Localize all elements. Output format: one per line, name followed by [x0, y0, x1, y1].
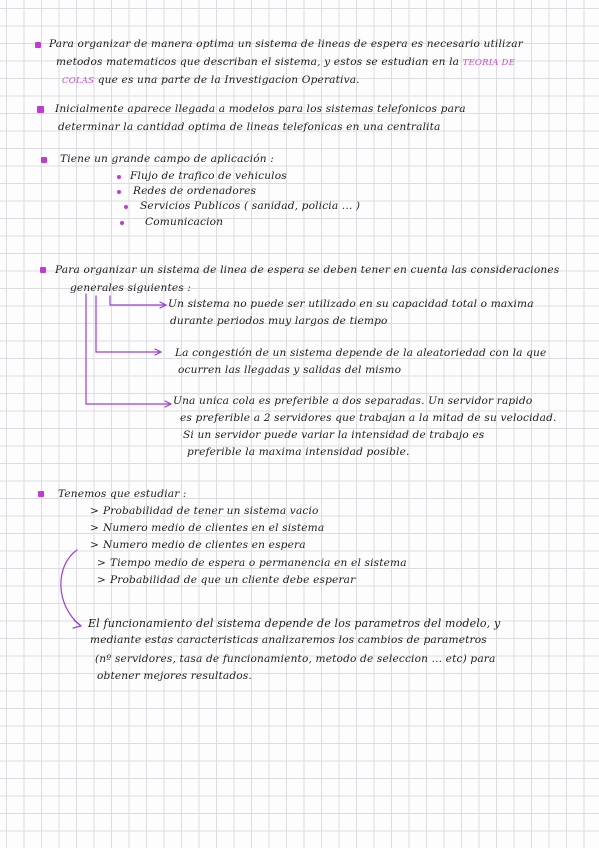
bullet-study: [38, 491, 44, 497]
origin-line-1: Inicialmente aparece llegada a modelos para los sistemas telefonicos para: [55, 103, 466, 115]
bullet-intro: [35, 42, 41, 48]
study-item: Tiempo medio de espera o permanencia en el sistema: [110, 557, 407, 569]
arrow-line-2: [96, 296, 160, 352]
conclusion-line-1: El funcionamiento del sistema depende de los parametros del modelo, y: [88, 617, 501, 630]
considerations-line-1: Para organizar un sistema de linea de espera se deben tener en cuenta las consideraciones: [55, 264, 560, 276]
consideration-3-line-2: es preferible a 2 servidores que trabajan a la mitad de su velocidad.: [180, 412, 557, 424]
study-item-marker: >: [97, 574, 106, 586]
app-item: Servicios Publicos ( sanidad, policia ... ): [140, 200, 361, 212]
app-item-dot: [124, 205, 128, 209]
study-item-marker: >: [97, 557, 106, 569]
intro-line-3: COLAS que es una parte de la Investigacion Operativa.: [62, 74, 360, 86]
consideration-2-line-2: ocurren las llegadas y salidas del mismo: [178, 364, 402, 376]
arrow-line-3: [86, 294, 170, 404]
consideration-3-line-3: Si un servidor puede variar la intensidad de trabajo es: [183, 429, 485, 441]
app-item-dot: [120, 221, 124, 225]
app-item-dot: [117, 190, 121, 194]
bullet-applications: [41, 157, 47, 163]
conclusion-line-4: obtener mejores resultados.: [97, 670, 252, 682]
app-item: Redes de ordenadores: [133, 185, 257, 197]
app-item-dot: [117, 175, 121, 179]
bullet-origin: [37, 106, 44, 113]
study-item-marker: >: [90, 505, 99, 517]
consideration-1-line-2: durante periodos muy largos de tiempo: [170, 315, 388, 327]
study-item: Numero medio de clientes en el sistema: [103, 522, 325, 534]
curve-bracket: [61, 550, 80, 625]
study-heading: Tenemos que estudiar :: [58, 488, 187, 500]
arrow-head-3: [165, 401, 171, 407]
intro-line-2: metodos matematicos que describan el sistema, y estos se estudian en la TEORIA DE: [56, 56, 515, 68]
consideration-2-line-1: La congestión de un sistema depende de la aleatoriedad con la que: [175, 347, 547, 359]
intro-line-1: Para organizar de manera optima un sistema de lineas de espera es necesario utilizar: [49, 38, 523, 50]
study-item: Probabilidad de que un cliente debe esperar: [110, 574, 356, 586]
conclusion-line-3: (nº servidores, tasa de funcionamiento, metodo de seleccion ... etc) para: [95, 653, 496, 665]
applications-heading: Tiene un grande campo de aplicación :: [60, 153, 274, 165]
consideration-3-line-1: Una unica cola es preferible a dos separadas. Un servidor rapido: [173, 395, 533, 407]
bullet-considerations: [40, 267, 46, 273]
app-item: Comunicacion: [145, 216, 224, 228]
consideration-3-line-4: preferible la maxima intensidad posible.: [187, 446, 410, 458]
arrow-head-2: [155, 349, 161, 355]
curve-arrow-head: [73, 620, 81, 628]
consideration-1-line-1: Un sistema no puede ser utilizado en su capacidad total o maxima: [168, 298, 534, 310]
app-item: Flujo de trafico de vehiculos: [130, 170, 287, 182]
origin-line-2: determinar la cantidad optima de lineas telefonicas en una centralita: [58, 121, 441, 133]
considerations-line-2: generales siguientes :: [70, 282, 192, 294]
highlight-teoria: TEORIA DE: [462, 58, 515, 68]
highlight-colas: COLAS: [62, 76, 95, 86]
conclusion-line-2: mediante estas caracteristicas analizaremos los cambios de parametros: [90, 634, 487, 646]
study-item: Probabilidad de tener un sistema vacio: [103, 505, 319, 517]
study-item-marker: >: [90, 539, 99, 551]
arrow-line-1: [110, 296, 165, 305]
arrow-head-1: [160, 302, 166, 308]
study-item: Numero medio de clientes en espera: [103, 539, 306, 551]
study-item-marker: >: [90, 522, 99, 534]
